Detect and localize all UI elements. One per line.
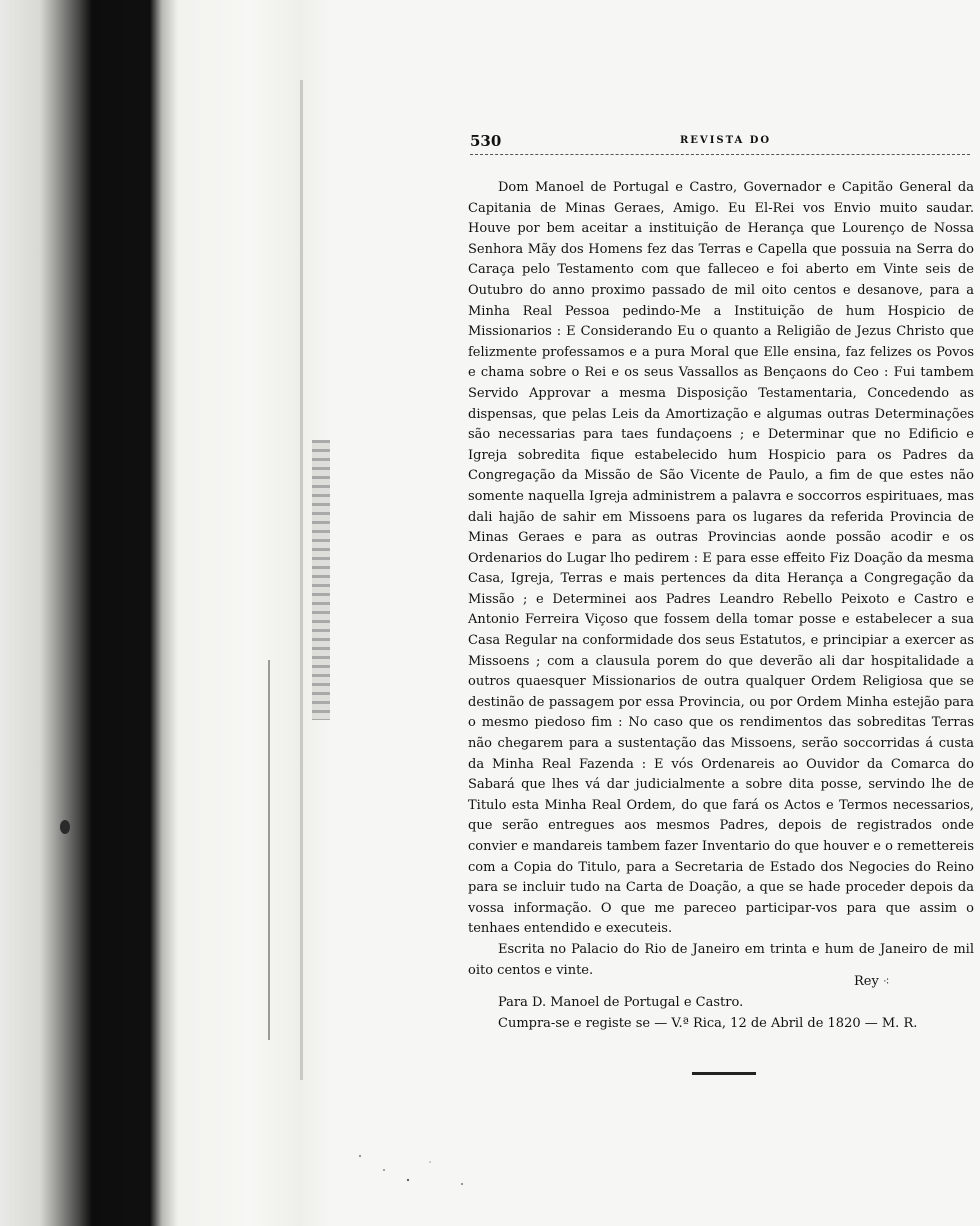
signature-mark: ⁖ [882,975,891,988]
scan-spot [60,820,70,834]
scan-gutter [0,0,330,1226]
paragraph: Dom Manoel de Portugal e Castro, Governador e Capitão General da Capitania de Minas Geraes, Amigo. Eu El-Rei vos Envio muito saudar. Houve por bem aceitar a instituição de Herança que Lourenço de Nossa Senhora Mãy dos Homens fez das Terras e Capella que possuia na Serra do Caraça pelo Testamento com que falleceo e foi aberto em Vinte seis de Outubro do anno proximo passado de mil oito centos e desanove, para a Minha Real Pessoa pedindo-Me a Instituição de hum Hospicio de Missionarios : E Considerando Eu o quanto a Religião de Jezus Christo que felizmente professamos e a pura Moral que Elle ensina, faz felizes os Povos e chama sobre o Rei e os seus Vassallos as Bençaons do Ceo : Fui tambem Servido Approvar a mesma Disposição Testamentaria, Concedendo as dispensas, que pelas Leis da Amortização e algumas outras Determinações são necessarias para taes fundaçoens ; e Determinar que no Edificio e Igreja sobredita fique estabelecido hum Hospicio para os Padres da Congregação da Missão de São Vicente de Paulo, a fim de que estes não somente naquella Igreja administrem a palavra e soccorros espirituaes, mas dali hajão de sahir em Missoens para os lugares da referida Provincia de Minas Geraes e para as outras Provincias aonde possão acodir e os Ordenarios do Lugar lho pedirem : E para esse effeito Fiz Doação da mesma Casa, Igreja, Terras e mais pertences da dita Herança a Congregação da Missão ; e Determinei aos Padres Leandro Rebello Peixoto e Castro e Antonio Ferreira Viçoso que fossem della tomar posse e estabelecer a sua Casa Regular na conformidade dos seus Estatutos, e principiar a exercer as Missoens ; com a clausula porem do que deverão ali dar hospitalidade a outros quaesquer Missionarios de outra qualquer Ordem Religiosa que se destinão de passagem por essa Provincia, ou por Ordem Minha estejão para o mesmo piedoso fim : No caso que os rendimentos das sobreditas Terras não chegarem para a sustentação das Missoens, serão soccorridas á custa da Minha Real Fazenda : E vós Ordenareis ao Ouvidor da Comarca do Sabará que lhes vá dar judicialmente a sobre dita posse, servindo lhe de Titulo esta Minha Real Ordem, do que fará os Actos e Termos necessarios, que serão entregues aos mesmos Padres, depois de registrados onde convier e mandareis tambem fazer Inventario do que houver e o remettereis com a Copia do Titulo, para a Secretaria de Estado dos Negocies do Reino para se incluir tudo na Carta de Doação, a que se hade proceder depois da vossa informação. O que me pareceo participar-vos para que assim o tenhaes entendido e executeis. [468,180,974,937]
paragraph: Escrita no Palacio do Rio de Janeiro em trinta e hum de Janeiro de mil oito centos e vinte. [468,941,974,978]
page-edge-mark [312,440,330,720]
page-header [470,132,970,155]
end-divider [692,1072,756,1075]
page-number: 530 [470,132,502,150]
addressee-line: Para D. Manoel de Portugal e Castro. [498,995,744,1010]
signature [854,974,890,989]
scan-streak [268,660,270,1040]
scan-streak [300,80,303,1080]
running-head: REVISTA DO [680,135,772,146]
compliance-note: Cumpra-se e registe se — V.ª Rica, 12 de Abril de 1820 — M. R. [498,1016,918,1031]
document-body [468,178,974,981]
signature-name: Rey [854,974,879,989]
scan-noise [350,1150,490,1190]
